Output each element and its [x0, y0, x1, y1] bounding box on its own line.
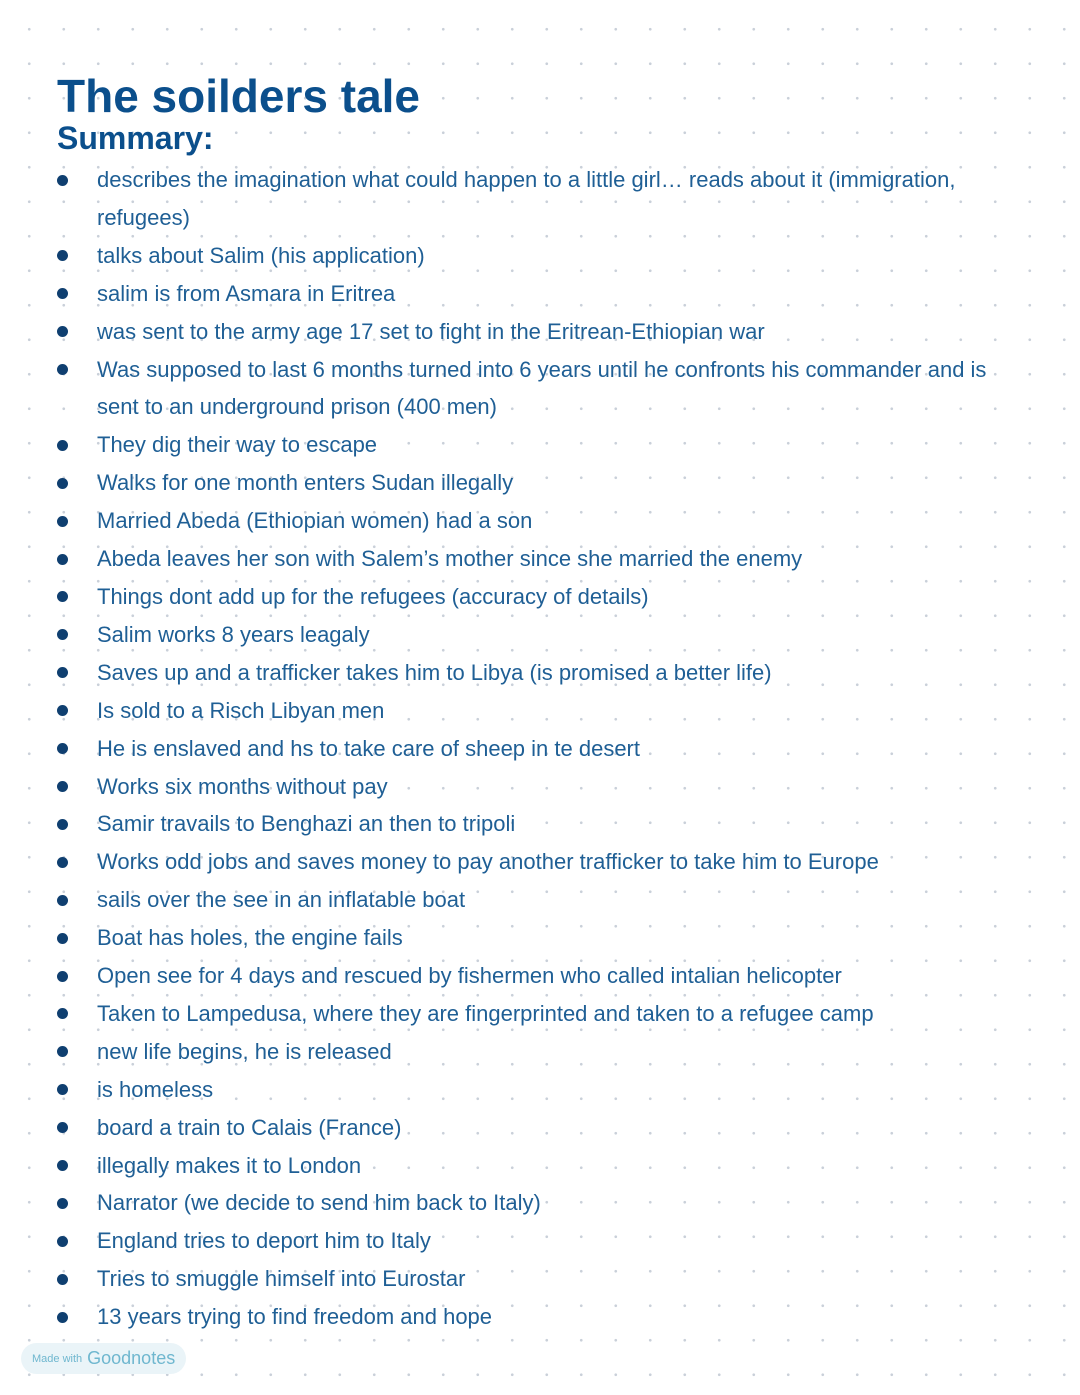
bullet-item	[57, 351, 1032, 427]
bullet-item	[57, 1109, 1032, 1147]
bullet-dot-icon	[57, 591, 68, 602]
bullet-text: describes the imagination what could happen to a little girl… reads about it (immigration, refugees)	[97, 167, 956, 230]
bullet-item	[57, 237, 1032, 275]
bullet-dot-icon	[57, 819, 68, 830]
bullet-text: is homeless	[97, 1076, 214, 1102]
bullet-item	[57, 426, 1032, 464]
bullet-dot-icon	[57, 1160, 68, 1171]
bullet-item	[57, 654, 1032, 692]
bullet-text: sails over the see in an inflatable boat	[97, 887, 466, 913]
bullet-text: Abeda leaves her son with Salem’s mother since she married the enemy	[97, 546, 803, 572]
bullet-item	[57, 578, 1032, 616]
bullet-item	[57, 730, 1032, 768]
bullet-dot-icon	[57, 933, 68, 944]
bullet-item	[57, 1298, 1032, 1336]
bullet-item	[57, 805, 1032, 843]
bullet-item	[57, 1071, 1032, 1109]
bullet-item	[57, 768, 1032, 806]
bullet-item	[57, 1033, 1032, 1071]
bullet-dot-icon	[57, 516, 68, 527]
bullet-dot-icon	[57, 326, 68, 337]
bullet-text: Taken to Lampedusa, where they are fingerprinted and taken to a refugee camp	[97, 1000, 874, 1026]
watermark-prefix: Made with	[32, 1352, 83, 1365]
bullet-dot-icon	[57, 1122, 68, 1133]
bullet-item	[57, 616, 1032, 654]
bullet-dot-icon	[57, 1084, 68, 1095]
bullet-dot-icon	[57, 288, 68, 299]
bullet-text: They dig their way to escape	[97, 432, 378, 458]
bullet-item	[57, 881, 1032, 919]
bullet-dot-icon	[57, 705, 68, 716]
bullet-dot-icon	[57, 971, 68, 982]
bullet-text: Walks for one month enters Sudan illegally	[97, 470, 514, 496]
bullet-text: Works six months without pay	[97, 773, 388, 799]
bullet-text: Open see for 4 days and rescued by fishermen who called intalian helicopter	[97, 963, 842, 989]
goodnotes-watermark	[21, 1343, 186, 1374]
bullet-text: Narrator (we decide to send him back to Italy)	[97, 1190, 541, 1216]
bullet-text: Things dont add up for the refugees (accuracy of details)	[97, 583, 649, 609]
bullet-item	[57, 1184, 1032, 1222]
bullet-dot-icon	[57, 781, 68, 792]
bullet-item	[57, 464, 1032, 502]
bullet-dot-icon	[57, 175, 68, 186]
bullet-text: England tries to deport him to Italy	[97, 1228, 431, 1254]
bullet-dot-icon	[57, 440, 68, 451]
bullet-item	[57, 1147, 1032, 1185]
bullet-text: Works odd jobs and saves money to pay another trafficker to take him to Europe	[97, 849, 879, 875]
bullet-item	[57, 919, 1032, 957]
bullet-item	[57, 540, 1032, 578]
bullet-dot-icon	[57, 554, 68, 565]
bullet-text: salim is from Asmara in Eritrea	[97, 280, 396, 306]
bullet-dot-icon	[57, 667, 68, 678]
bullet-dot-icon	[57, 743, 68, 754]
bullet-dot-icon	[57, 629, 68, 640]
bullet-text: Salim works 8 years leagaly	[97, 621, 370, 647]
bullet-dot-icon	[57, 1274, 68, 1285]
bullet-dot-icon	[57, 1198, 68, 1209]
bullet-item	[57, 995, 1032, 1033]
summary-bullet-list	[57, 161, 1032, 1336]
bullet-text: illegally makes it to London	[97, 1152, 362, 1178]
bullet-text: talks about Salim (his application)	[97, 242, 425, 268]
bullet-item	[57, 275, 1032, 313]
bullet-dot-icon	[57, 1312, 68, 1323]
bullet-text: board a train to Calais (France)	[97, 1114, 402, 1140]
bullet-item	[57, 957, 1032, 995]
bullet-text: He is enslaved and hs to take care of sheep in te desert	[97, 735, 640, 761]
bullet-dot-icon	[57, 1008, 68, 1019]
summary-heading: Summary:	[57, 120, 214, 156]
bullet-dot-icon	[57, 895, 68, 906]
bullet-text: Tries to smuggle himself into Eurostar	[97, 1266, 466, 1292]
bullet-text: new life begins, he is released	[97, 1038, 392, 1064]
goodnotes-logo: Goodnotes	[87, 1348, 176, 1368]
bullet-text: 13 years trying to find freedom and hope	[97, 1304, 493, 1330]
bullet-item	[57, 692, 1032, 730]
bullet-dot-icon	[57, 1046, 68, 1057]
bullet-item	[57, 843, 1032, 881]
bullet-text: Saves up and a trafficker takes him to Libya (is promised a better life)	[97, 659, 772, 685]
bullet-text: Samir travails to Benghazi an then to tripoli	[97, 811, 516, 837]
bullet-dot-icon	[57, 478, 68, 489]
bullet-text: Boat has holes, the engine fails	[97, 925, 403, 951]
bullet-dot-icon	[57, 1236, 68, 1247]
bullet-dot-icon	[57, 250, 68, 261]
bullet-item	[57, 1260, 1032, 1298]
bullet-dot-icon	[57, 364, 68, 375]
bullet-text: Was supposed to last 6 months turned into 6 years until he confronts his commander and is sent to an underground prison (400 men)	[97, 356, 987, 420]
note-title: The soilders tale	[57, 70, 421, 122]
bullet-item	[57, 313, 1032, 351]
bullet-item	[57, 161, 1032, 237]
bullet-item	[57, 1222, 1032, 1260]
bullet-dot-icon	[57, 857, 68, 868]
bullet-item	[57, 502, 1032, 540]
bullet-text: Is sold to a Risch Libyan men	[97, 697, 385, 723]
bullet-text: was sent to the army age 17 set to fight in the Eritrean-Ethiopian war	[97, 318, 765, 344]
bullet-text: Married Abeda (Ethiopian women) had a son	[97, 508, 533, 534]
